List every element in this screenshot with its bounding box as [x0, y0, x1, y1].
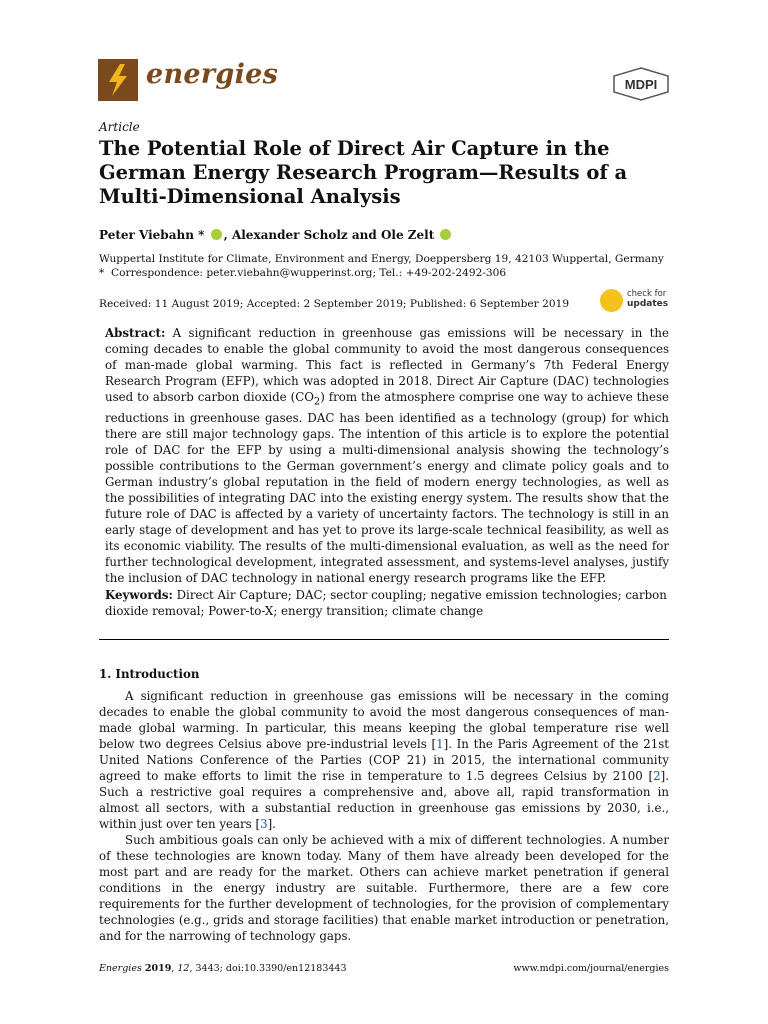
- author-name[interactable]: Ole Zelt: [380, 228, 435, 242]
- keywords: [105, 587, 669, 619]
- keywords-label: Keywords:: [105, 588, 173, 602]
- article-title: The Potential Role of Direct Air Capture in the German Energy Research Program—Results of a Multi-Dimensional Analysis: [99, 137, 628, 208]
- citation-link[interactable]: 1: [436, 737, 444, 751]
- author-list: [99, 228, 453, 242]
- footer-year: 2019: [144, 963, 172, 974]
- check-updates-icon: [600, 289, 623, 312]
- section-heading: 1. Introduction: [99, 667, 200, 681]
- orcid-icon[interactable]: [440, 229, 451, 240]
- citation-link[interactable]: 2: [653, 769, 661, 783]
- footer-volume: 12: [177, 963, 190, 974]
- correspondence-text: Correspondence: peter.viebahn@wupperinst.org; Tel.: +49-202-2492-306: [111, 267, 507, 279]
- article-type: Article: [99, 120, 140, 134]
- journal-logo: [98, 59, 138, 101]
- correspondence: [99, 266, 679, 280]
- journal-name: energies: [146, 59, 279, 90]
- abstract-text: A significant reduction in greenhouse gas emissions will be necessary in the coming decades to enable the global community to avoid the most dangerous consequences of man-made global warming. This fact is reflected in Germany’s 7th Federal Energy Research Program (EFP), which was adopted in 2018. Direct Air Capture (DAC) technologies used to absorb carbon dioxide (CO: [105, 326, 669, 404]
- affiliation: Wuppertal Institute for Climate, Environment and Energy, Doeppersberg 19, 42103 Wuppertal, Germany: [99, 253, 664, 265]
- abstract-text-continued: ) from the atmosphere comprise one way to achieve these reductions in greenhouse gases. DAC has been identified as a technology (group) for which there are still major technology gaps. The intention of this article is to explore the potential role of DAC for the EFP by using a multi-dimensional analysis showing the technology’s possible contributions to the German government’s energy and climate policy goals and to German industry’s global reputation in the field of modern energy technologies, as well as the possibilities of integrating DAC into the existing energy system. The results show that the future role of DAC is affected by a variety of uncertainty factors. The technology is still in an early stage of development and has yet to prove its large-scale technical feasibility, as well as its economic viability. The results of the multi-dimensional evaluation, as well as the need for further technological development, integrated assessment, and systems-level analyses, justify the inclusion of DAC technology in national energy research programs like the EFP.: [105, 390, 669, 586]
- mdpi-logo-text: MDPI: [624, 77, 658, 92]
- introduction-body: [99, 688, 669, 944]
- author-name[interactable]: Alexander Scholz: [231, 228, 348, 242]
- mdpi-logo: [612, 67, 670, 101]
- keywords-text: Direct Air Capture; DAC; sector coupling; negative emission technologies; carbon dioxide removal; Power-to-X; energy transition; climate change: [105, 588, 667, 618]
- footer-doi: , 3443; doi:10.3390/en12183443: [189, 963, 347, 974]
- paragraph-text: ]. Such a restrictive goal requires a comprehensive and, above all, rapid transformation in almost all sectors, with a substantial reduction in greenhouse gas emissions by 2030, i.e., within just over ten years [: [99, 769, 669, 831]
- paragraph: Such ambitious goals can only be achieved with a mix of different technologies. A number of these technologies are known today. Many of them have already been developed for the most part and are ready for the market. Others can achieve market penetration if general conditions in the energy industry are suitable. Furthermore, there are a few core requirements for the further development of technologies, for the provision of complementary technologies (e.g., grids and storage facilities) that enable market introduction or penetration, and for the narrowing of technology gaps.: [99, 833, 669, 943]
- abstract-label: Abstract:: [105, 326, 166, 340]
- correspondence-mark: *: [99, 267, 105, 279]
- citation-link[interactable]: 3: [260, 817, 268, 831]
- lightning-icon: [98, 59, 138, 101]
- check-for-updates-button[interactable]: [600, 287, 672, 315]
- paragraph-text: ].: [267, 817, 276, 831]
- publication-dates: Received: 11 August 2019; Accepted: 2 September 2019; Published: 6 September 2019: [99, 298, 570, 310]
- divider: [99, 639, 669, 640]
- abstract-subscript: 2: [313, 396, 321, 408]
- check-updates-line2: updates: [627, 299, 669, 309]
- abstract: [105, 325, 669, 586]
- footer-journal: Energies: [99, 963, 142, 974]
- orcid-icon[interactable]: [211, 229, 222, 240]
- author-separator: and: [347, 228, 381, 242]
- paragraph-text: A significant reduction in greenhouse gas emissions will be necessary in the coming decades to enable the global community to avoid the most dangerous consequences of man-made global warming. In particular, this means keeping the global temperature rise well below two degrees Celsius above pre-industrial levels [: [99, 689, 669, 751]
- affiliation-block: [99, 252, 679, 280]
- check-updates-line1: check for: [627, 289, 667, 299]
- author-name[interactable]: Peter Viebahn: [99, 228, 194, 242]
- author-separator: ,: [223, 228, 232, 242]
- paragraph-text: ]. In the Paris Agreement of the 21st United Nations Conference of the Parties (COP 21) in 2015, the international community agreed to make efforts to limit the rise in temperature to 1.5 degrees Celsius by 2100 [: [99, 737, 669, 783]
- footer-url[interactable]: www.mdpi.com/journal/energies: [513, 963, 669, 974]
- paragraph: [99, 688, 669, 832]
- corresponding-mark: *: [198, 228, 205, 242]
- footer-citation: Energies 2019, 12, 3443; doi:10.3390/en12183443: [99, 963, 347, 974]
